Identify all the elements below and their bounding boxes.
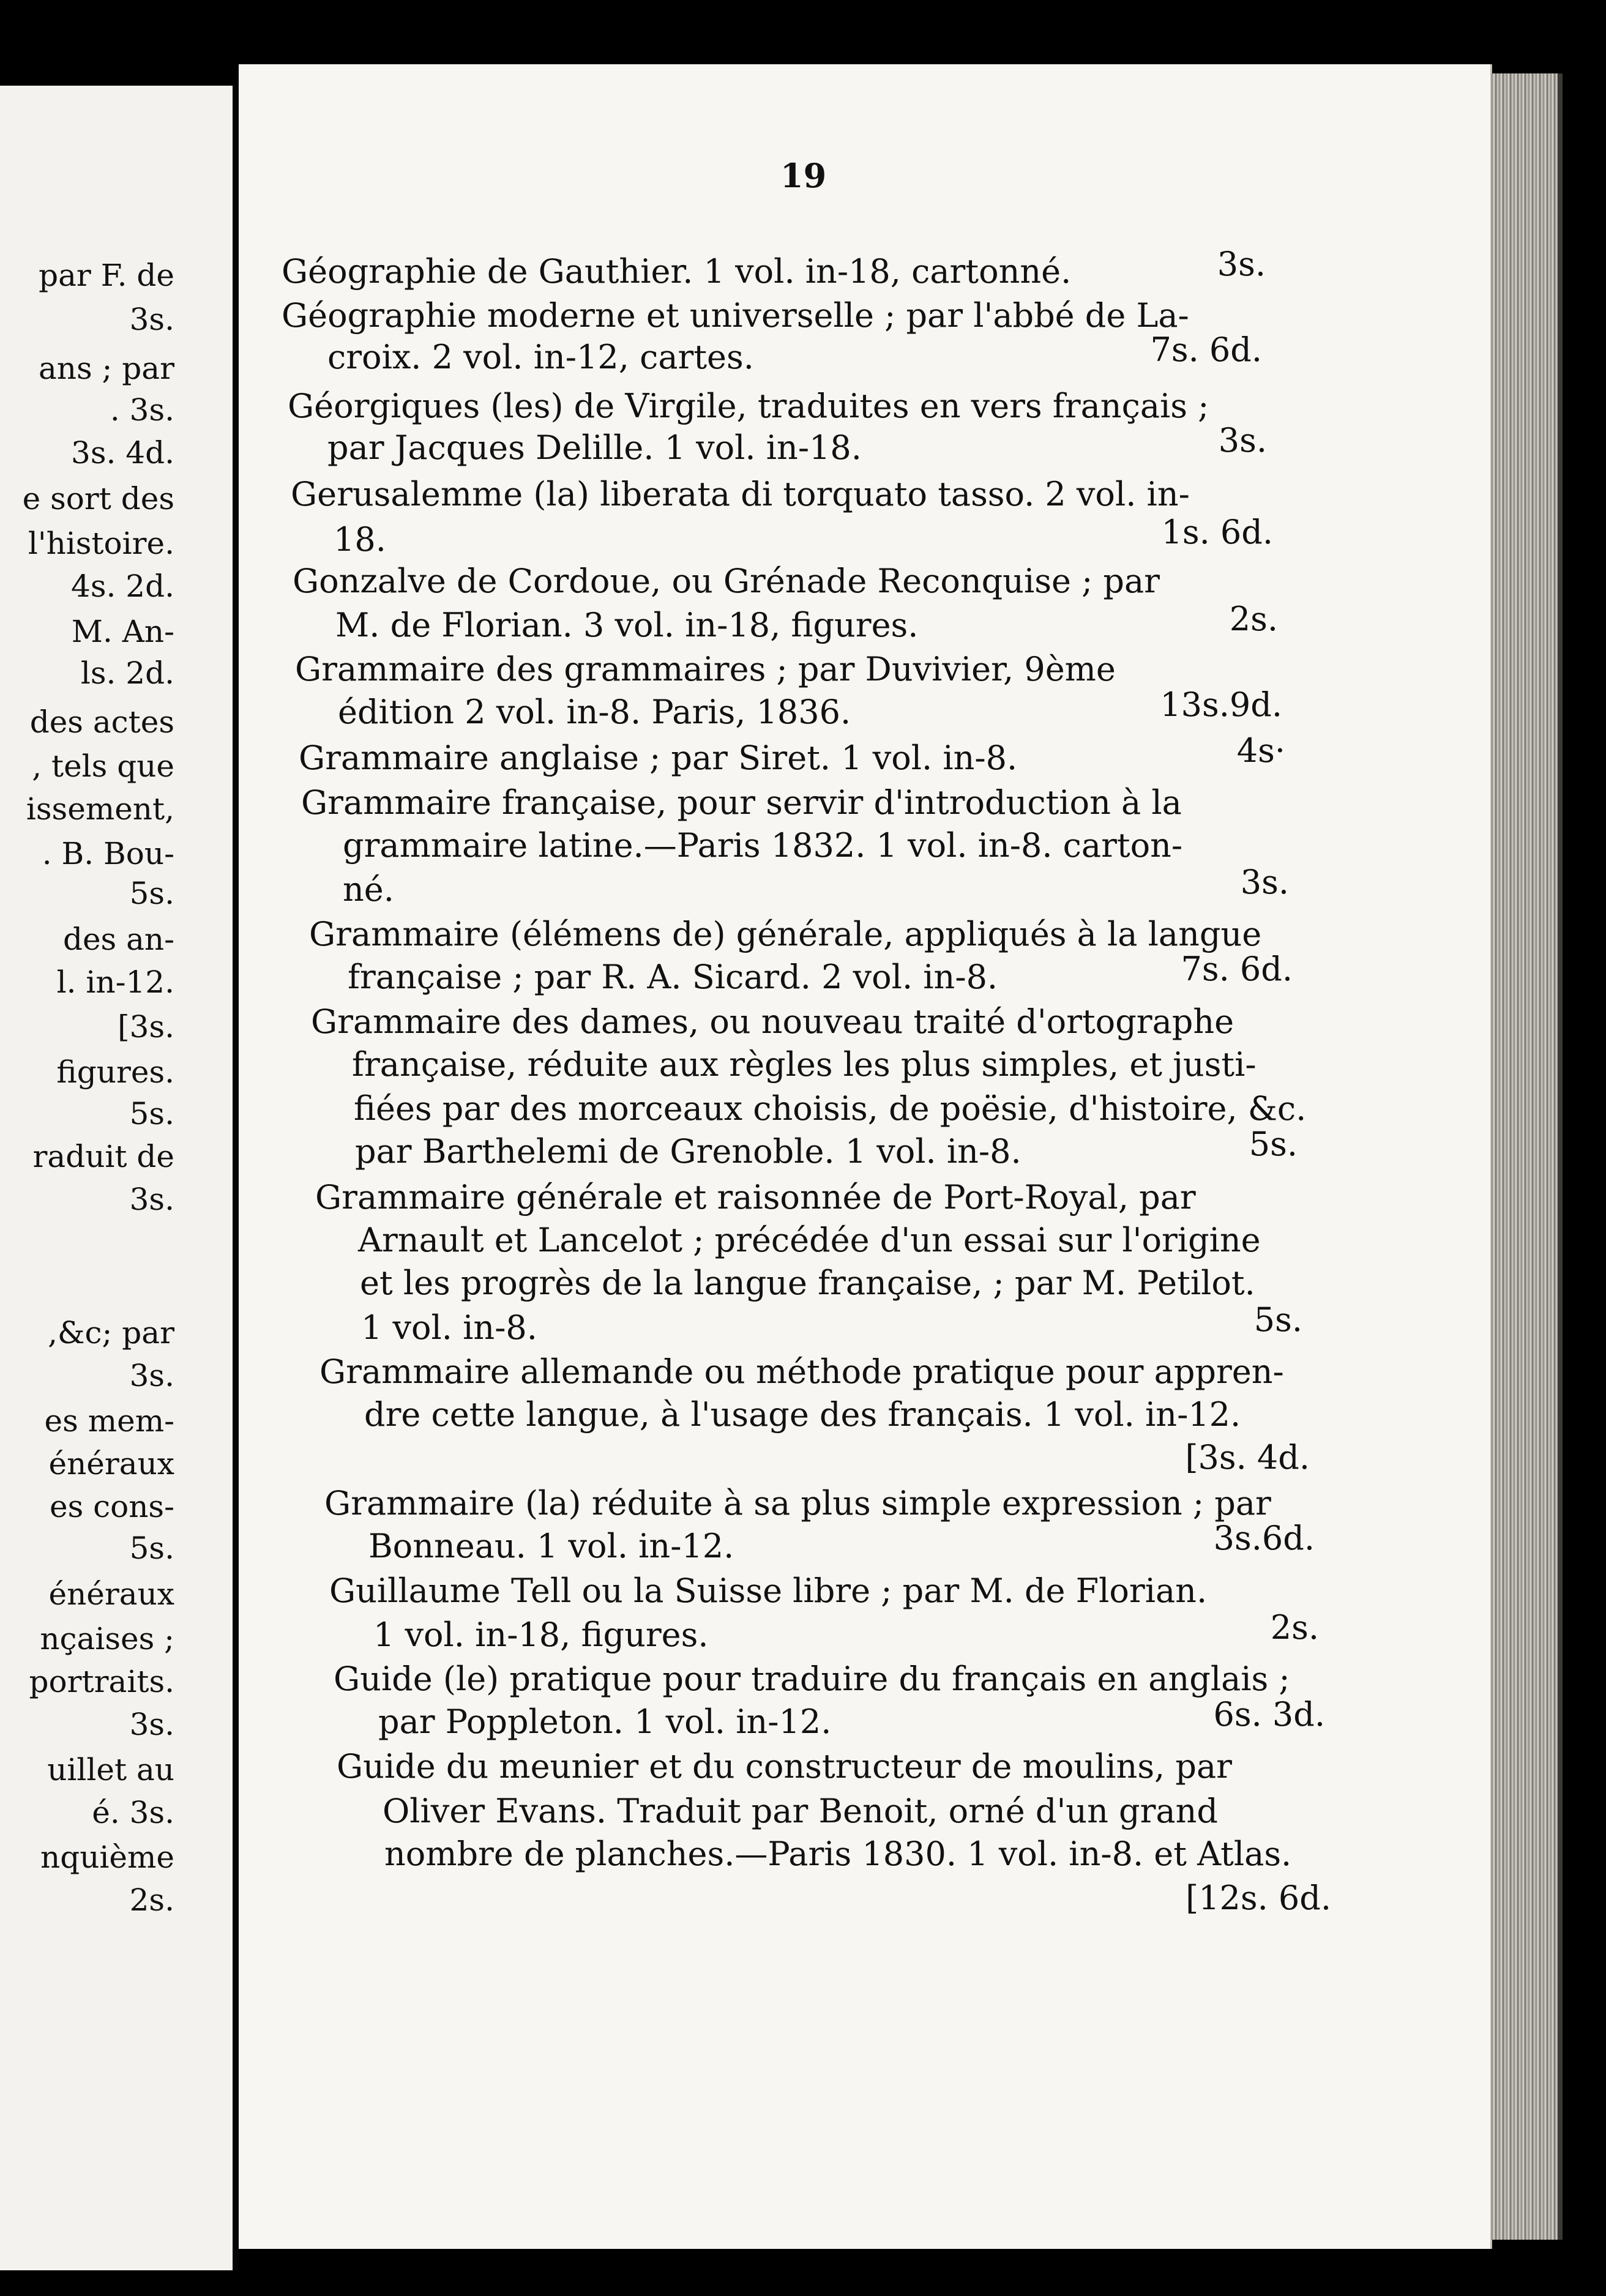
left-page-line: raduit de: [32, 1139, 174, 1174]
left-page-line: uillet au: [47, 1752, 174, 1787]
entry-line: Guillaume Tell ou la Suisse libre ; par M. de Florian.: [329, 1571, 1208, 1610]
entry-line: Bonneau. 1 vol. in-12.: [368, 1527, 734, 1565]
entry-line: française, réduite aux règles les plus simples, et justi-: [352, 1045, 1257, 1084]
left-page-line: 4s. 2d.: [71, 568, 174, 604]
left-page-line: , tels que: [32, 748, 174, 784]
left-page-line: e sort des: [22, 481, 174, 516]
entry-line: Grammaire française, pour servir d'introduction à la: [301, 783, 1182, 822]
left-page-line: 3s.: [129, 1182, 174, 1217]
page-edges: [1490, 73, 1563, 2240]
left-page-line: 5s.: [129, 1096, 174, 1131]
entry-line: Géographie moderne et universelle ; par l'abbé de La-: [282, 296, 1189, 335]
left-page-line: ls. 2d.: [80, 655, 174, 691]
entry-line: né.: [343, 870, 394, 909]
entry-price: 4s·: [1236, 731, 1285, 770]
left-page-line: nquième: [40, 1839, 174, 1875]
entry-price: 3s.: [1218, 421, 1267, 460]
entry-line: grammaire latine.—Paris 1832. 1 vol. in-8. carton-: [343, 826, 1183, 865]
entry-line: Oliver Evans. Traduit par Benoit, orné d'un grand: [383, 1792, 1218, 1830]
left-page-line: ,&c; par: [48, 1315, 174, 1351]
entry-line: Géographie de Gauthier. 1 vol. in-18, cartonné.: [282, 252, 1072, 291]
entry-price: 13s.9d.: [1160, 685, 1282, 724]
entry-line: Grammaire allemande ou méthode pratique pour appren-: [319, 1352, 1284, 1391]
left-page-line: l. in-12.: [56, 964, 174, 1000]
entry-line: Guide (le) pratique pour traduire du français en anglais ;: [334, 1660, 1290, 1698]
left-page-line: . B. Bou-: [42, 836, 174, 871]
left-page-line: 3s.: [129, 1707, 174, 1742]
left-page-line: 5s.: [129, 1530, 174, 1566]
entry-line: croix. 2 vol. in-12, cartes.: [327, 338, 754, 376]
entry-line: Grammaire des grammaires ; par Duvivier, 9ème: [295, 650, 1116, 688]
entry-line: Grammaire (la) réduite à sa plus simple expression ; par: [324, 1484, 1271, 1523]
entry-line: Gerusalemme (la) liberata di torquato tasso. 2 vol. in-: [291, 475, 1190, 513]
entry-line: française ; par R. A. Sicard. 2 vol. in-8.: [348, 958, 998, 996]
book-gutter: [233, 86, 239, 2270]
entry-price: 3s.: [1217, 245, 1266, 283]
entry-line: par Poppleton. 1 vol. in-12.: [378, 1702, 832, 1741]
entry-line: par Barthelemi de Grenoble. 1 vol. in-8.: [355, 1132, 1021, 1171]
entry-price: 5s.: [1249, 1125, 1298, 1163]
entry-line: Grammaire (élémens de) générale, appliqués à la langue: [309, 915, 1262, 953]
entry-line: et les progrès de la langue française, ; par M. Petilot.: [360, 1264, 1255, 1302]
left-page-line: énéraux: [48, 1446, 174, 1482]
left-page-line: M. An-: [71, 614, 174, 649]
entry-line: Géorgiques (les) de Virgile, traduites en vers français ;: [288, 387, 1209, 425]
entry-price: 3s.: [1240, 863, 1289, 901]
entry-line: Guide du meunier et du constructeur de moulins, par: [337, 1747, 1232, 1786]
entry-price: 7s. 6d.: [1181, 950, 1293, 988]
left-page-line: 5s.: [129, 876, 174, 911]
entry-price: 1s. 6d.: [1161, 513, 1273, 551]
left-page-line: énéraux: [48, 1576, 174, 1612]
entry-line: dre cette langue, à l'usage des français. 1 vol. in-12.: [364, 1395, 1241, 1434]
left-page-line: figures.: [56, 1054, 174, 1090]
left-page-line: des an-: [62, 922, 174, 957]
entry-line: M. de Florian. 3 vol. in-18, figures.: [335, 606, 919, 644]
entry-price: 6s. 3d.: [1213, 1695, 1325, 1734]
entry-price: 7s. 6d.: [1150, 330, 1262, 369]
left-page-line: . 3s.: [110, 392, 174, 428]
left-page-line: [3s.: [118, 1009, 174, 1045]
left-page-line: ans ; par: [38, 351, 174, 386]
left-page-line: es mem-: [44, 1403, 174, 1439]
entry-line: 18.: [334, 520, 386, 559]
page-number: 19: [780, 156, 827, 195]
entry-line: 1 vol. in-8.: [361, 1308, 537, 1347]
entry-line: édition 2 vol. in-8. Paris, 1836.: [338, 693, 851, 731]
entry-price: 5s.: [1253, 1300, 1302, 1339]
left-page-line: 2s.: [129, 1882, 174, 1918]
entry-line: Grammaire des dames, ou nouveau traité d'ortographe: [311, 1002, 1234, 1041]
entry-line: Grammaire anglaise ; par Siret. 1 vol. in-8.: [299, 739, 1018, 777]
left-page-line: 3s.: [129, 1358, 174, 1393]
left-page-line: des actes: [29, 704, 174, 740]
entry-price: 2s.: [1270, 1608, 1319, 1647]
left-page-fragment: [0, 86, 233, 2270]
entry-price: [12s. 6d.: [1186, 1879, 1331, 1917]
left-page-line: nçaises ;: [40, 1621, 174, 1657]
left-page-line: 3s.: [129, 302, 174, 337]
entry-line: Grammaire générale et raisonnée de Port-Royal, par: [315, 1178, 1196, 1217]
left-page-line: es cons-: [49, 1489, 174, 1524]
left-page-line: 3s. 4d.: [71, 435, 174, 471]
entry-line: par Jacques Delille. 1 vol. in-18.: [327, 428, 862, 467]
entry-price: 2s.: [1229, 600, 1278, 638]
entry-line: nombre de planches.—Paris 1830. 1 vol. in-8. et Atlas.: [384, 1835, 1292, 1873]
left-page-line: issement,: [26, 791, 174, 827]
left-page-line: par F. de: [39, 258, 174, 293]
left-page-line: portraits.: [29, 1664, 174, 1699]
entry-line: Arnault et Lancelot ; précédée d'un essai sur l'origine: [358, 1221, 1261, 1259]
entry-price: [3s. 4d.: [1185, 1438, 1310, 1477]
left-page-line: l'histoire.: [28, 526, 174, 561]
entry-line: 1 vol. in-18, figures.: [373, 1616, 709, 1654]
left-page-line: é. 3s.: [92, 1795, 174, 1830]
entry-line: fiées par des morceaux choisis, de poësie, d'histoire, &c.: [354, 1089, 1307, 1128]
entry-price: 3s.6d.: [1213, 1519, 1315, 1557]
entry-line: Gonzalve de Cordoue, ou Grénade Reconquise ; par: [293, 562, 1160, 600]
